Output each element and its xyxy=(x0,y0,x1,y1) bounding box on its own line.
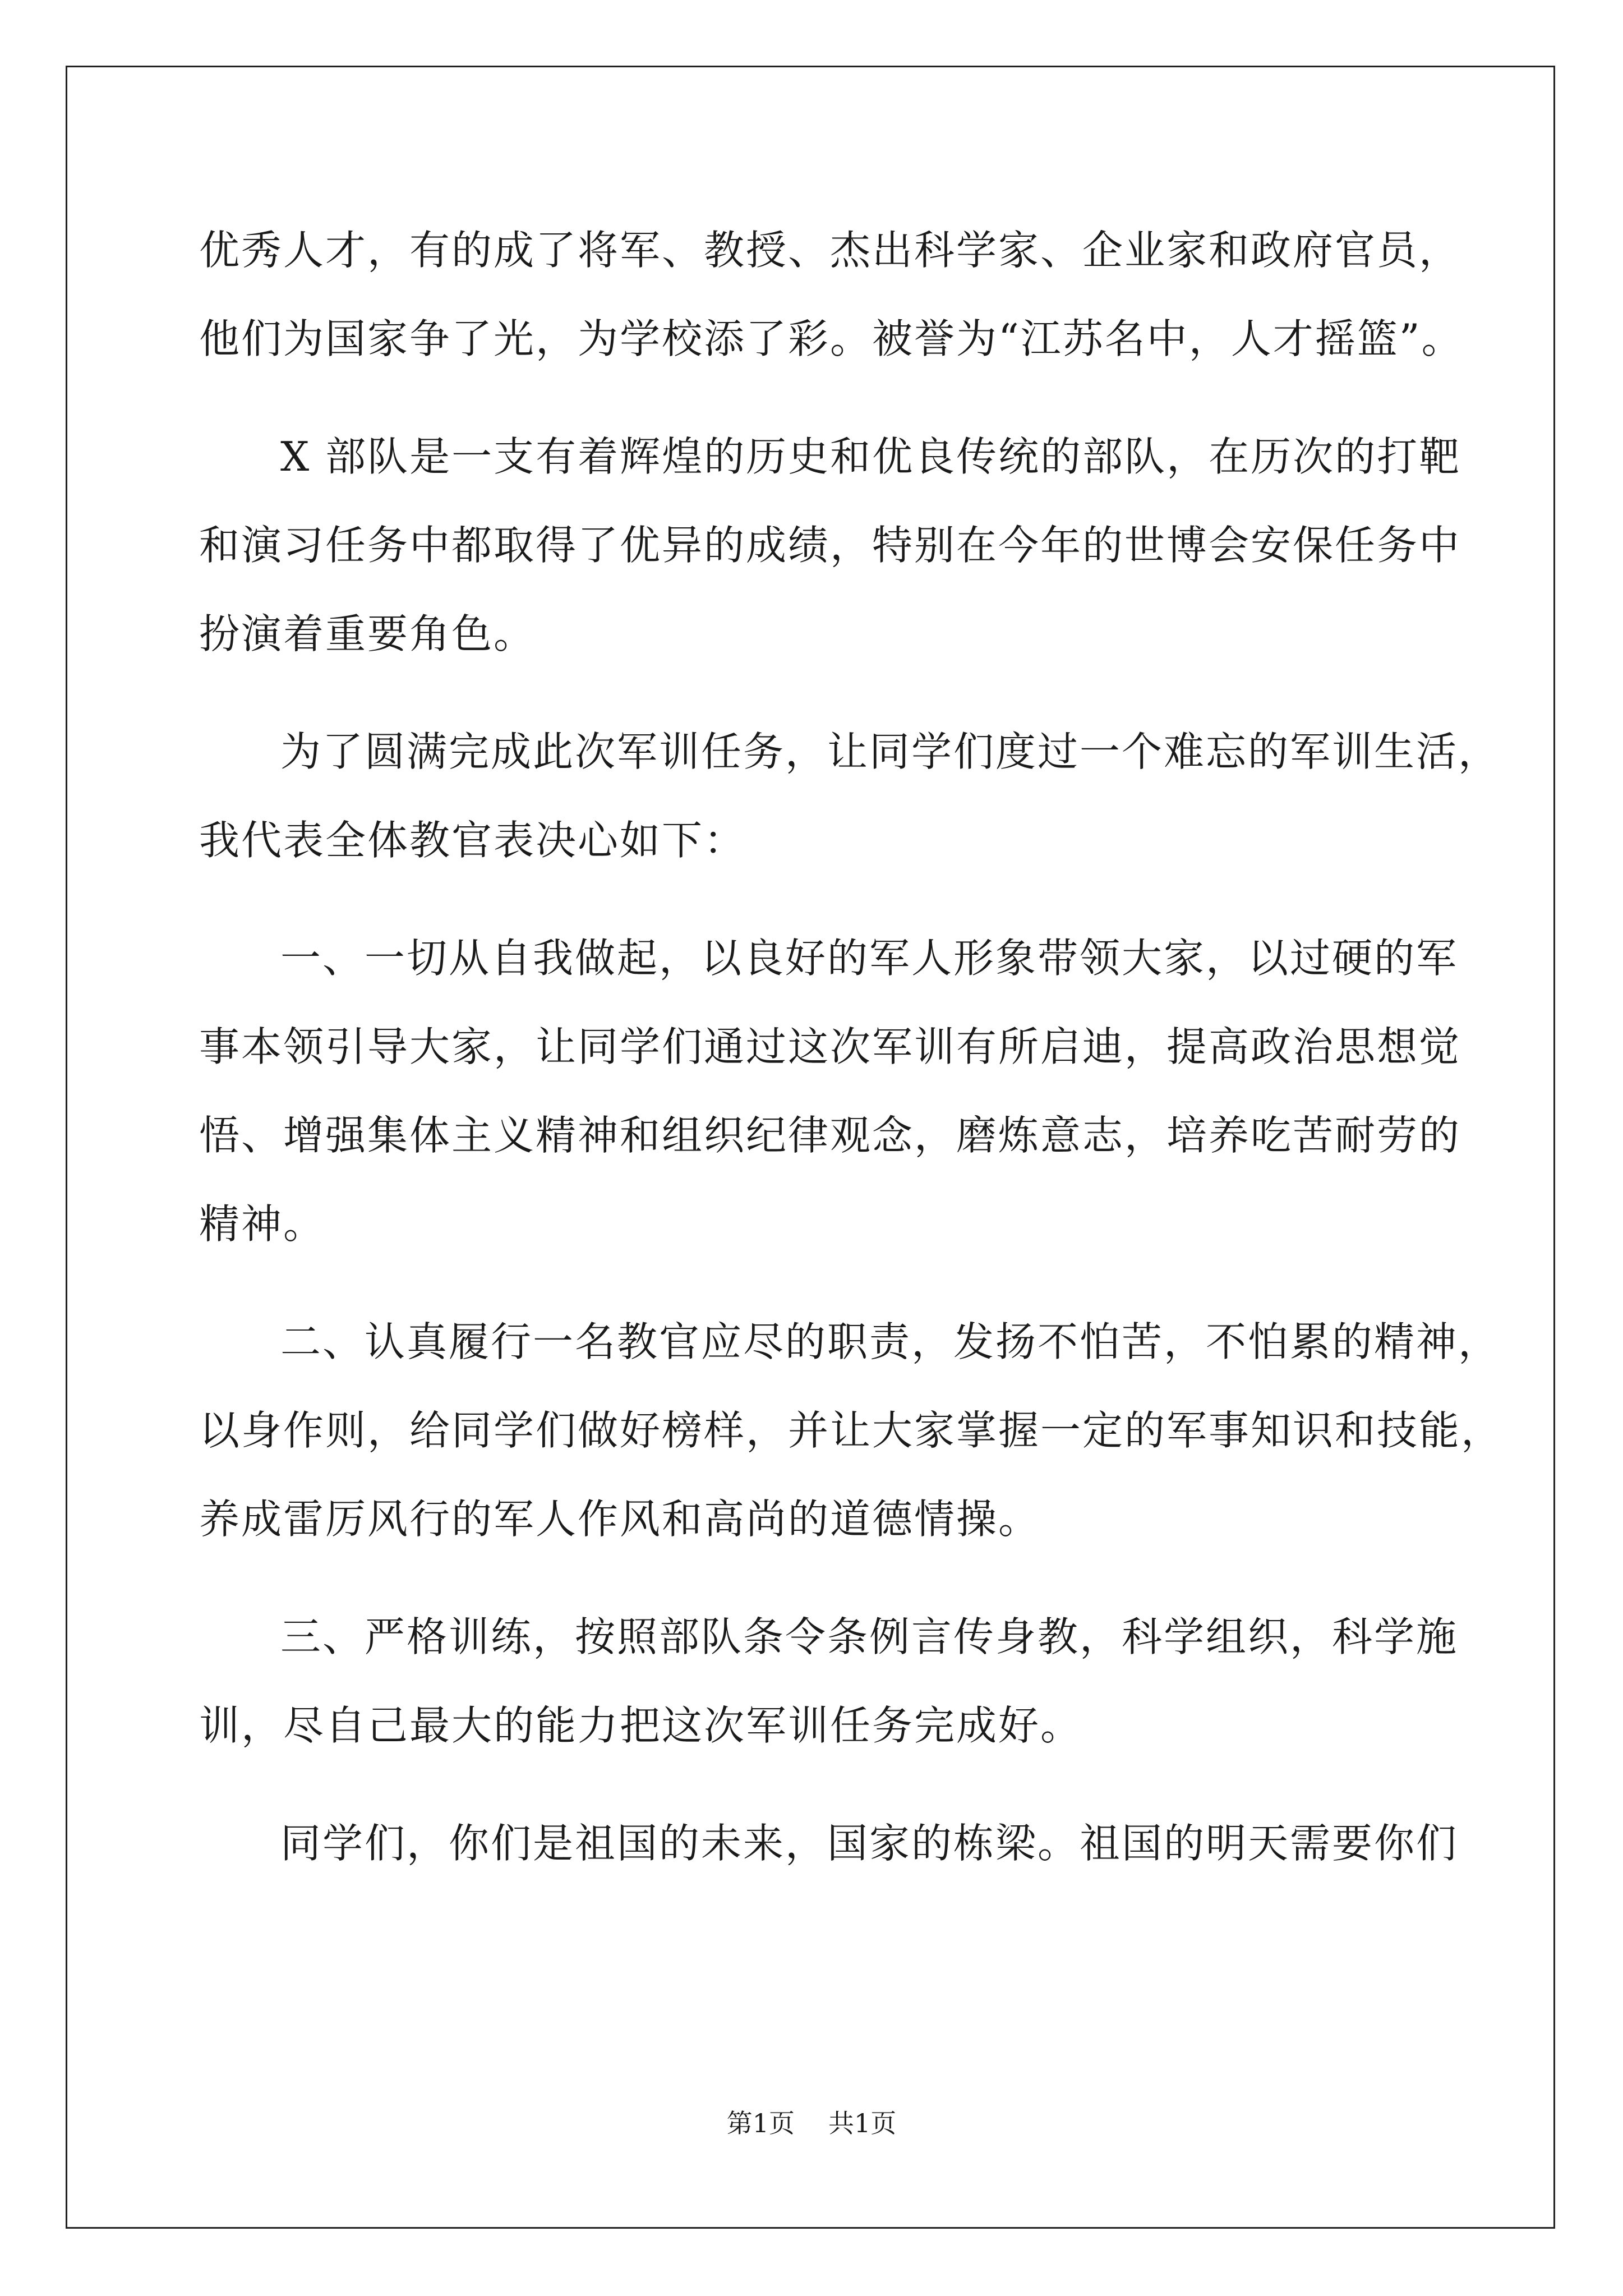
document-body xyxy=(199,206,1504,1888)
text-line: 以身作则，给同学们做好榜样，并让大家掌握一定的军事知识和技能， xyxy=(199,1407,1504,1454)
page-footer xyxy=(0,2106,1623,2140)
text-line: 我代表全体教官表决心如下： xyxy=(199,817,746,864)
text-line: 和演习任务中都取得了优异的成绩，特别在今年的世博会安保任务中 xyxy=(199,522,1461,569)
page-total: 共1页 xyxy=(828,2108,897,2138)
text-line: 同学们，你们是祖国的未来，国家的栋梁。祖国的明天需要你们 xyxy=(280,1820,1459,1867)
text-line: 二、认真履行一名教官应尽的职责，发扬不怕苦，不怕累的精神， xyxy=(280,1318,1501,1365)
text-line: 他们为国家争了光，为学校添了彩。被誉为“江苏名中，人才摇篮”。 xyxy=(199,315,1464,362)
text-line: 精神。 xyxy=(199,1200,326,1248)
text-line: 训，尽自己最大的能力把这次军训任务完成好。 xyxy=(199,1702,1083,1749)
text-line: 扮演着重要角色。 xyxy=(199,610,536,657)
text-line: X 部队是一支有着辉煌的历史和优良传统的部队，在历次的打靶 xyxy=(280,433,1461,480)
text-line: 一、一切从自我做起，以良好的军人形象带领大家，以过硬的军 xyxy=(280,935,1459,982)
text-line: 优秀人才，有的成了将军、教授、杰出科学家、企业家和政府官员， xyxy=(199,227,1461,274)
text-line: 养成雷厉风行的军人作风和高尚的道德情操。 xyxy=(199,1496,1041,1543)
text-line: 三、严格训练，按照部队条令条例言传身教，科学组织，科学施 xyxy=(280,1613,1459,1660)
page-number: 第1页 xyxy=(726,2108,795,2138)
text-line: 为了圆满完成此次军训任务，让同学们度过一个难忘的军训生活， xyxy=(280,728,1501,775)
text-line: 事本领引导大家，让同学们通过这次军训有所启迪，提高政治思想觉 xyxy=(199,1023,1461,1070)
text-line: 悟、增强集体主义精神和组织纪律观念，磨炼意志，培养吃苦耐劳的 xyxy=(199,1112,1461,1159)
